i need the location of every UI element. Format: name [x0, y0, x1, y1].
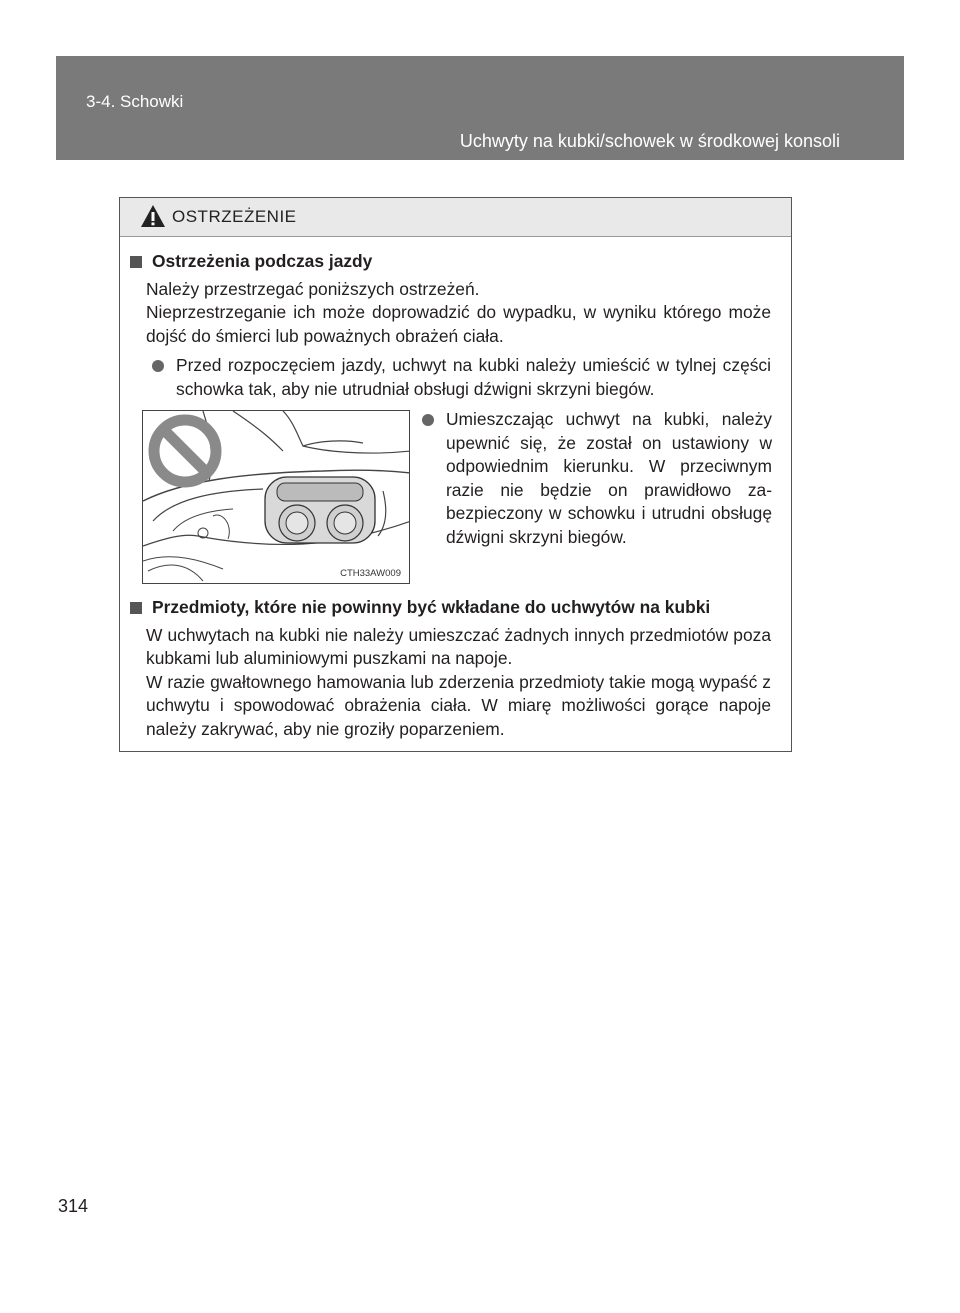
circle-bullet-icon: [152, 360, 164, 372]
section-heading: Ostrzeżenia podczas jazdy: [128, 250, 771, 274]
paragraph: W uchwytach na kubki nie należy umieszczać żadnych innych przedmiotów poza kubkami lub aluminiowymi puszkami na napoje.: [146, 624, 771, 668]
warning-box: [119, 197, 792, 752]
warning-header: [120, 198, 791, 237]
list-item: Umieszczając uchwyt na kubki, należy upewnić się, że został on ustawiony w odpowiednim kierunku. W przeciwnym razie nie będzie on prawidłowo zabezpieczony w schowku i utrudni obsługę dźwigni skrzyni biegów.: [422, 408, 772, 549]
list-item: Przed rozpoczęciem jazdy, uchwyt na kubki należy umieścić w tylnej części schowka tak, aby nie utrudniał obsługi dźwigni skrzyni biegów.: [152, 354, 771, 401]
section-prohibited-items: [128, 596, 771, 741]
section-heading: Przedmioty, które nie powinny być wkładane do uchwytów na kubki: [128, 596, 771, 620]
prohibition-icon: [143, 411, 410, 584]
illustration-code: CTH33AW009: [340, 568, 401, 579]
square-bullet-icon: [130, 256, 142, 268]
cup-holder-illustration: [142, 410, 410, 584]
section-driving-warnings: [128, 250, 771, 401]
page-number: 314: [58, 1196, 89, 1216]
paragraph: Nieprzestrzeganie ich może doprowadzić do wypadku, w wyniku którego może dojść do śmierci lub poważnych obrażeń ciała.: [146, 302, 771, 346]
paragraph: Należy przestrzegać poniższych ostrzeżeń.: [146, 278, 480, 299]
circle-bullet-icon: [422, 414, 434, 426]
warning-title: OSTRZEŻENIE: [172, 207, 297, 226]
page-title: Uchwyty na kubki/schowek w środkowej konsoli: [459, 131, 840, 151]
section-label: 3-4. Schowki: [86, 92, 184, 111]
square-bullet-icon: [130, 602, 142, 614]
paragraph: W razie gwałtownego hamowania lub zderzenia przedmioty takie mogą wypaść z uchwytu i spowodować obrażenia ciała. W miarę możliwości gorące napoje należy zakrywać, aby nie groziły poparzeniem.: [146, 671, 771, 739]
warning-triangle-icon: [140, 204, 166, 233]
